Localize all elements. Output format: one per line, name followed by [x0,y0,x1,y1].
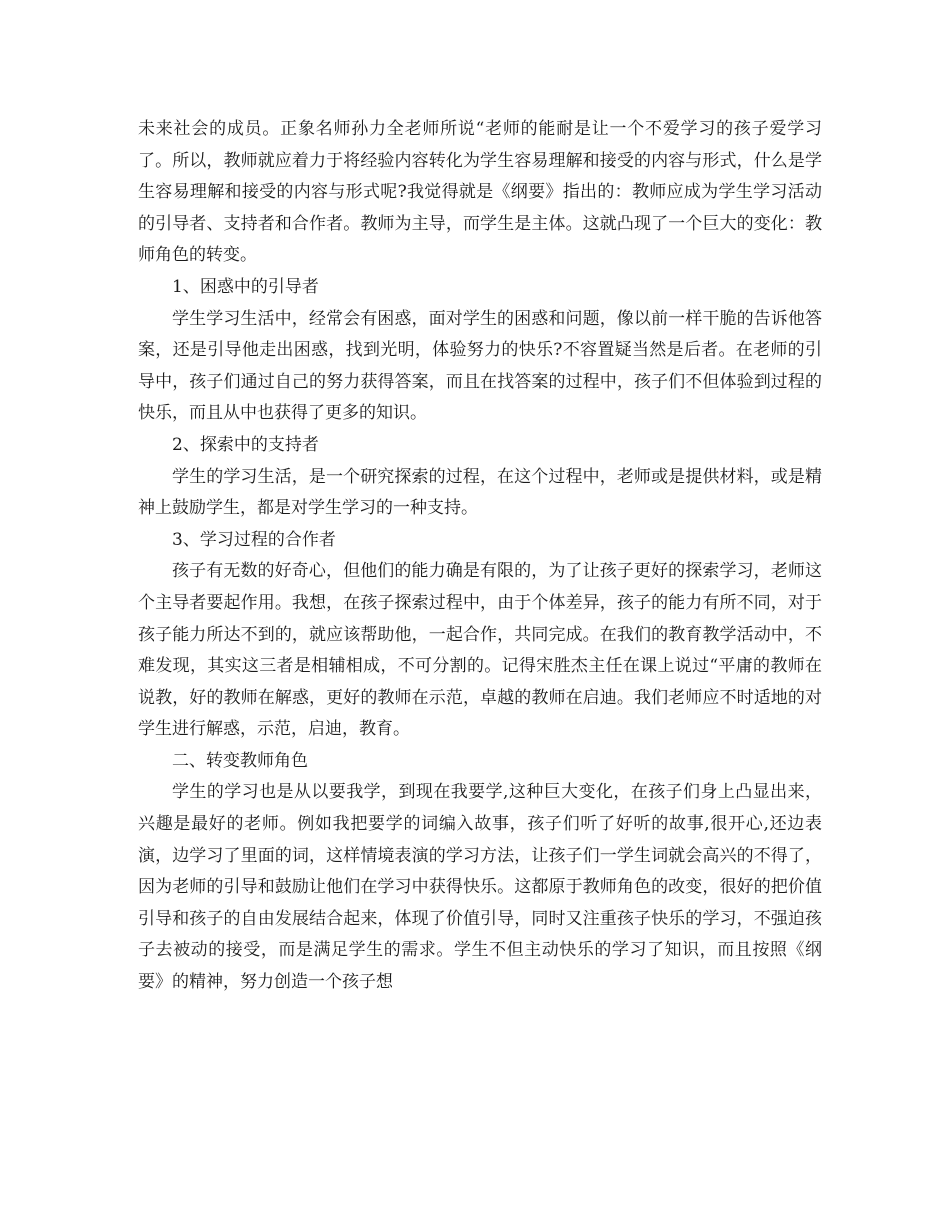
paragraph-collaborator: 孩子有无数的好奇心，但他们的能力确是有限的，为了让孩子更好的探索学习，老师这个主导者要起作用。我想，在孩子探索过程中，由于个体差异，孩子的能力有所不同，对于孩子能力所达不到的，就应该帮助他，一起合作，共同完成。在我们的教育教学活动中，不难发现，其实这三者是相辅相成，不可分割的。记得宋胜杰主任在课上说过“平庸的教师在说教，好的教师在解惑，更好的教师在示范，卓越的教师在启迪。我们老师应不时适地的对学生进行解惑，示范，启迪，教育。 [138,561,822,740]
heading-collaborator: 3、学习过程的合作者 [172,529,336,550]
paragraph-role-change: 学生的学习也是从以要我学，到现在我要学,这种巨大变化，在孩子们身上凸显出来，兴趣是最好的老师。例如我把要学的词编入故事，孩子们听了好听的故事,很开心,还边表演，边学习了里面的词，这样情境表演的学习方法，让孩子们一学生词就会高兴的不得了，因为老师的引导和鼓励让他们在学习中获得快乐。这都原于教师角色的改变，很好的把价值引导和孩子的自由发展结合起来，体现了价值引导，同时又注重孩子快乐的学习，不强迫孩子去被动的接受，而是满足学生的需求。学生不但主动快乐的学习了知识，而且按照《纲要》的精神，努力创造一个孩子想 [138,782,822,993]
paragraph-intro: 未来社会的成员。正象名师孙力全老师所说“老师的能耐是让一个不爱学习的孩子爱学习了。所以，教师就应着力于将经验内容转化为学生容易理解和接受的内容与形式，什么是学生容易理解和接受的内容与形式呢?我觉得就是《纲要》指出的：教师应成为学生学习活动的引导者、支持者和合作者。教师为主导，而学生是主体。这就凸现了一个巨大的变化：教师角色的转变。 [138,119,822,266]
document-body [138,114,822,999]
heading-supporter: 2、探索中的支持者 [172,434,319,455]
heading-guide: 1、困惑中的引导者 [172,276,319,297]
heading-role-change: 二、转变教师角色 [172,750,308,771]
paragraph-guide: 学生学习生活中，经常会有困惑，面对学生的困惑和问题，像以前一样干脆的告诉他答案，还是引导他走出困惑，找到光明，体验努力的快乐?不容置疑当然是后者。在老师的引导中，孩子们通过自己的努力获得答案，而且在找答案的过程中，孩子们不但体验到过程的快乐，而且从中也获得了更多的知识。 [138,308,822,424]
paragraph-supporter: 学生的学习生活，是一个研究探索的过程，在这个过程中，老师或是提供材料，或是精神上鼓励学生，都是对学生学习的一种支持。 [138,466,822,519]
